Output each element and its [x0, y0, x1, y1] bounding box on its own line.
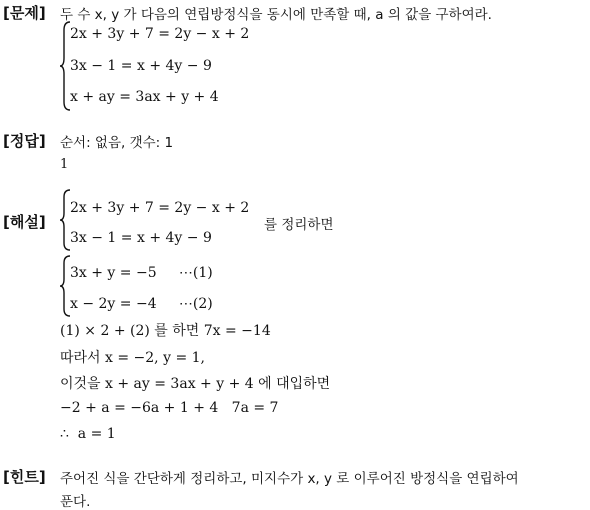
hint-line-1: 주어진 식을 간단하게 정리하고, 미지수가 x, y 로 이루어진 방정식을 연립하여 — [60, 471, 519, 487]
answer-value: 1 — [60, 157, 69, 172]
solution-system1-eq1: 2x + 3y + 7 = 2y − x + 2 — [70, 200, 250, 216]
problem-equation-1: 2x + 3y + 7 = 2y − x + 2 — [70, 26, 250, 42]
solution-system1-eq2: 3x − 1 = x + 4y − 9 — [70, 230, 212, 246]
solution-system2-eq2: x − 2y = −4 ⋯(2) — [70, 296, 213, 312]
solution-system2-eq1: 3x + y = −5 ⋯(1) — [70, 265, 213, 281]
solution-line-1: (1) × 2 + (2) 를 하면 7x = −14 — [60, 323, 271, 339]
answer-tag: [정답] — [3, 132, 46, 150]
problem-equation-2: 3x − 1 = x + 4y − 9 — [70, 58, 212, 74]
solution-arrange-text: 를 정리하면 — [264, 217, 334, 233]
hint-line-2: 푼다. — [60, 494, 91, 510]
problem-equation-3: x + ay = 3ax + y + 4 — [70, 89, 219, 105]
solution-line-5: ∴ a = 1 — [60, 426, 116, 442]
solution-tag: [해설] — [3, 213, 46, 231]
problem-tag: [문제] — [3, 4, 46, 22]
solution-line-3: 이것을 x + ay = 3ax + y + 4 에 대입하면 — [60, 376, 331, 392]
solution-line-4: −2 + a = −6a + 1 + 4 7a = 7 — [60, 400, 279, 416]
solution-line-2: 따라서 x = −2, y = 1, — [60, 350, 205, 366]
hint-tag: [힌트] — [3, 468, 46, 486]
problem-question: 두 수 x, y 가 다음의 연립방정식을 동시에 만족할 때, a 의 값을 구하여라. — [60, 7, 492, 23]
answer-line: 순서: 없음, 갯수: 1 — [60, 135, 174, 151]
